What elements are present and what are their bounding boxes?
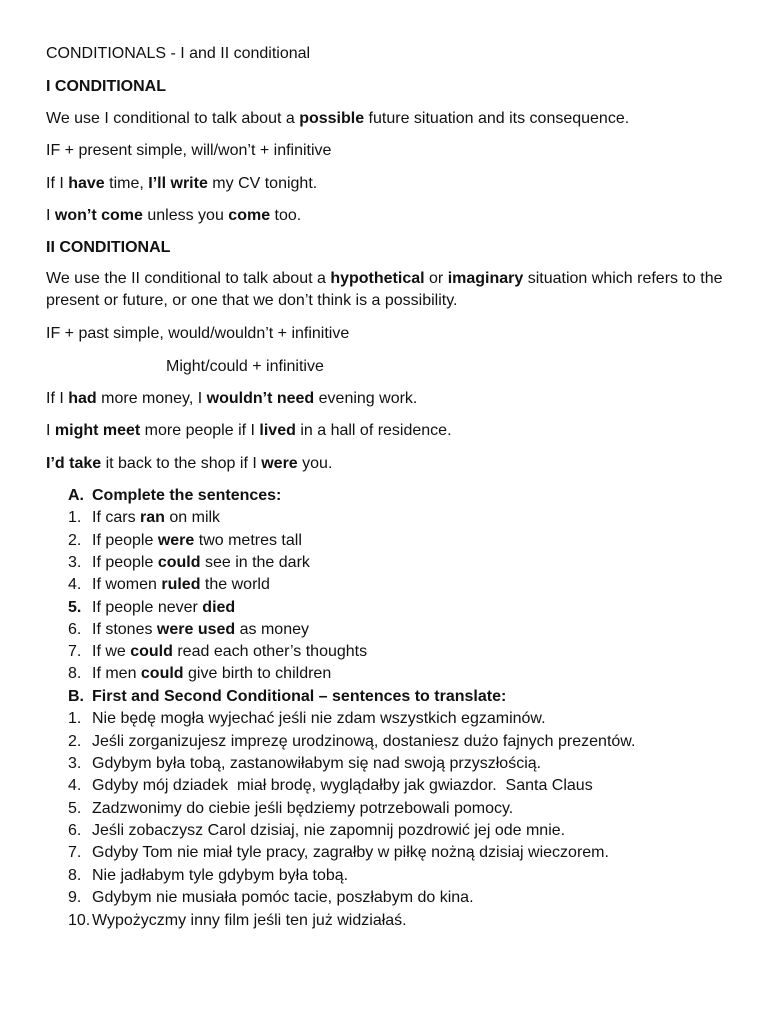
first-formula: IF + present simple, will/won’t + infinitive	[46, 142, 332, 159]
exercise-a-item: 1. If cars ran on milk	[68, 509, 221, 526]
exercise-b-item: 9. Gdybym nie musiała pomóc tacie, poszłabym do kina.	[68, 889, 474, 906]
exercise-b-item: 3. Gdybym była tobą, zastanowiłabym się nad swoją przyszłością.	[68, 755, 542, 772]
exercise-a-item: 7. If we could read each other’s thoughts	[68, 643, 368, 660]
second-formula: IF + past simple, would/wouldn’t + infinitive	[46, 325, 350, 342]
first-example-2: I won’t come unless you come too.	[46, 207, 302, 224]
exercise-b-item: 10. Wypożyczmy inny film jeśli ten już widziałaś.	[68, 912, 407, 929]
exercise-b-item: 4. Gdyby mój dziadek miał brodę, wyglądałby jak gwiazdor. Santa Claus	[68, 777, 593, 794]
exercise-a-item: 3. If people could see in the dark	[68, 554, 310, 571]
exercise-a-heading: A. Complete the sentences:	[68, 487, 282, 504]
exercise-b-item: 7. Gdyby Tom nie miał tyle pracy, zagrałby w piłkę nożną dzisiaj wieczorem.	[68, 844, 609, 861]
second-formula-alt: Might/could + infinitive	[166, 358, 324, 375]
second-description: We use the II conditional to talk about a hypothetical or imaginary situation which refers to the present or future, or one that we don’t think is a possibility.	[46, 270, 723, 309]
exercise-a-item: 4. If women ruled the world	[68, 576, 270, 593]
exercise-a-item: 8. If men could give birth to children	[68, 665, 332, 682]
second-example-1: If I had more money, I wouldn’t need evening work.	[46, 390, 418, 407]
first-example-1: If I have time, I’ll write my CV tonight.	[46, 175, 318, 192]
exercise-a-item: 5. If people never died	[68, 599, 236, 616]
exercise-b-item: 2. Jeśli zorganizujesz imprezę urodzinową, dostaniesz dużo fajnych prezentów.	[68, 733, 636, 750]
exercise-b-item: 6. Jeśli zobaczysz Carol dzisiaj, nie zapomnij pozdrowić jej ode mnie.	[68, 822, 566, 839]
exercise-a-item: 6. If stones were used as money	[68, 621, 309, 638]
document-title: CONDITIONALS - I and II conditional	[46, 45, 311, 62]
exercise-b-heading: B. First and Second Conditional – sentences to translate:	[68, 688, 507, 705]
exercise-a-item: 2. If people were two metres tall	[68, 532, 302, 549]
first-description: We use I conditional to talk about a possible future situation and its consequence.	[46, 110, 630, 127]
section-heading-second: II CONDITIONAL	[46, 239, 171, 256]
exercise-b-item: 8. Nie jadłabym tyle gdybym była tobą.	[68, 867, 349, 884]
second-example-3: I’d take it back to the shop if I were you.	[46, 455, 333, 472]
exercise-b-item: 1. Nie będę mogła wyjechać jeśli nie zdam wszystkich egzaminów.	[68, 710, 546, 727]
exercise-b-item: 5. Zadzwonimy do ciebie jeśli będziemy potrzebowali pomocy.	[68, 800, 514, 817]
second-example-2: I might meet more people if I lived in a hall of residence.	[46, 422, 452, 439]
section-heading-first: I CONDITIONAL	[46, 78, 166, 95]
